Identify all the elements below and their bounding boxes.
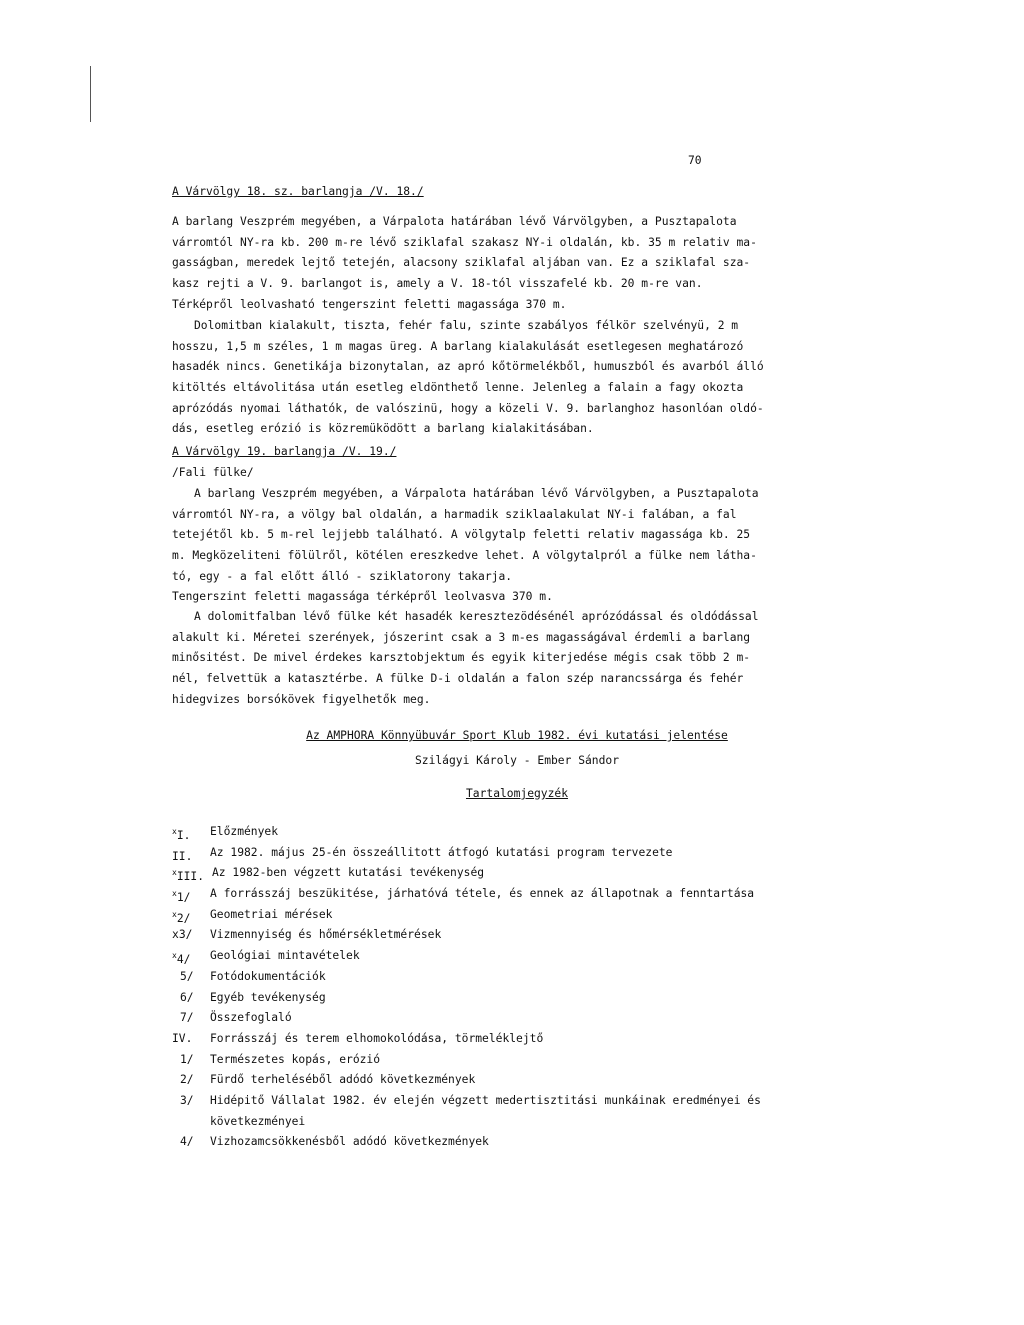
toc-row: $^x$1/ A forrásszáj beszükitése, járhatóvá tétele, és ennek az állapotnak a fenntartása xyxy=(172,884,872,905)
text-line: dás, esetleg erózió is közremüködött a barlang kialakitásában. xyxy=(172,422,594,436)
toc-heading: Tartalomjegyzék xyxy=(465,787,569,800)
toc-item-text: Geometriai mérések xyxy=(210,907,333,921)
toc-row: $^x$2/ Geometriai mérések xyxy=(172,905,872,926)
toc-item-text: Az 1982-ben végzett kutatási tevékenység xyxy=(212,866,485,880)
section-1-paragraph-2 xyxy=(172,316,862,440)
toc-item-text: Az 1982. május 25-én összeállitott átfogó kutatási program tervezete xyxy=(210,845,673,859)
section-2-paragraph-2 xyxy=(172,607,862,710)
section-1-paragraph-1 xyxy=(172,212,862,315)
text-line: Dolomitban kialakult, tiszta, fehér falu, szinte szabályos félkör szelvényü, 2 m xyxy=(194,319,739,332)
text-line: hasadék nincs. Genetikája bizonytalan, az apró kőtörmelékből, humuszból és avarból álló xyxy=(172,360,764,374)
text-line: A barlang Veszprém megyében, a Várpalota határában lévő Várvölgyben, a Pusztapalota xyxy=(172,215,737,228)
toc-item-text: Előzmények xyxy=(210,825,279,838)
text-line: kasz rejti a V. 9. barlangot is, amely a V. 18-tól visszafelé kb. 20 m-re van. xyxy=(172,277,703,291)
section-2-subtitle: /Fali fülke/ xyxy=(172,465,254,479)
text-line: kitöltés eltávolitása után esetleg eldönthető lenne. Jelenleg a falain a fagy okozta xyxy=(172,381,744,395)
text-line: várromtól NY-ra kb. 200 m-re lévő sziklafal szakasz NY-i oldalán, kb. 35 m relativ ma- xyxy=(172,235,757,249)
table-of-contents xyxy=(172,822,872,1153)
report-title: Az AMPHORA Könnyübuvár Sport Klub 1982. évi kutatási jelentése xyxy=(306,729,728,742)
text-line: aprózódás nyomai láthatók, de valószinü, hogy a közeli V. 9. barlanghoz hasonlóan oldó- xyxy=(172,401,764,415)
text-line: hidegvizes borsókövek figyelhetők meg. xyxy=(172,692,431,706)
toc-row: $^x$I. Előzmények xyxy=(172,822,872,843)
section-2-heading: A Várvölgy 19. barlangja /V. 19./ xyxy=(172,445,397,458)
text-line: Tengerszint feletti magassága térképről leolvasva 370 m. xyxy=(172,590,553,604)
scan-margin-line xyxy=(90,66,91,122)
toc-row: IV. Forrásszáj és terem elhomokolódása, törmeléklejtő xyxy=(172,1029,872,1050)
toc-row: 5/ Fotódokumentációk xyxy=(172,967,872,988)
toc-row: 2/ Fürdő terheléséből adódó következmények xyxy=(172,1070,872,1091)
toc-item-text: Összefoglaló xyxy=(210,1011,292,1025)
page-number: 70 xyxy=(688,154,702,167)
toc-row: 1/ Természetes kopás, erózió xyxy=(172,1050,872,1071)
toc-row: II. Az 1982. május 25-én összeállitott átfogó kutatási program tervezete xyxy=(172,843,872,864)
toc-row: 6/ Egyéb tevékenység xyxy=(172,988,872,1009)
toc-row xyxy=(172,1112,872,1133)
toc-item-text: Vizhozamcsökkenésből adódó következmények xyxy=(210,1135,489,1149)
section-1 xyxy=(172,182,862,203)
toc-item-text: következményei xyxy=(210,1114,306,1128)
toc-item-text: A forrásszáj beszükitése, járhatóvá tétele, és ennek az állapotnak a fenntartása xyxy=(210,887,755,901)
text-line: hosszu, 1,5 m széles, 1 m magas üreg. A barlang kialakulását esetlegesen meghatározó xyxy=(172,339,744,353)
report-title-wrap xyxy=(172,729,862,742)
toc-row: 3/ Hidépitő Vállalat 1982. év elején végzett medertisztitási munkáinak eredményei és xyxy=(172,1091,872,1112)
toc-item-text: Geológiai mintavételek xyxy=(210,949,360,963)
section-2 xyxy=(172,442,862,483)
text-line: nél, felvettük a katasztérbe. A fülke D-i oldalán a falon szép narancssárga és fehér xyxy=(172,672,744,686)
section-2-paragraph-1 xyxy=(172,484,862,608)
text-line: gasságban, meredek lejtő tetején, alacsony sziklafal aljában van. Ez a sziklafal sza- xyxy=(172,256,751,270)
text-line: tetejétől kb. 5 m-rel lejjebb található. A völgytalp feletti relativ magassága kb. 25 xyxy=(172,528,751,542)
toc-item-text: Egyéb tevékenység xyxy=(210,990,326,1004)
toc-item-text: Forrásszáj és terem elhomokolódása, törmeléklejtő xyxy=(210,1031,544,1045)
report-authors: Szilágyi Károly - Ember Sándor xyxy=(414,754,620,767)
toc-item-text: Természetes kopás, erózió xyxy=(210,1052,381,1066)
toc-row: $^x$4/ Geológiai mintavételek xyxy=(172,946,872,967)
text-line: A dolomitfalban lévő fülke két hasadék keresztezödésénél aprózódással és oldódással xyxy=(194,610,759,623)
text-line: tó, egy - a fal előtt álló - sziklatorony takarja. xyxy=(172,569,513,583)
toc-row: x3/ Vizmennyiség és hőmérsékletmérések xyxy=(172,925,872,946)
toc-row: 7/ Összefoglaló xyxy=(172,1008,872,1029)
toc-item-text: Hidépitő Vállalat 1982. év elején végzett medertisztitási munkáinak eredményei és xyxy=(210,1093,761,1107)
toc-item-text: Fürdő terheléséből adódó következmények xyxy=(210,1073,476,1087)
text-line: alakult ki. Méretei szerények, jószerint csak a 3 m-es magasságával érdemli a barlang xyxy=(172,630,751,644)
text-line: m. Megközeliteni fölülről, kötélen ereszkedve lehet. A völgytalpról a fülke nem látha- xyxy=(172,549,757,563)
toc-item-text: Fotódokumentációk xyxy=(210,969,326,983)
section-1-heading: A Várvölgy 18. sz. barlangja /V. 18./ xyxy=(172,185,424,198)
toc-item-text: Vizmennyiség és hőmérsékletmérések xyxy=(210,928,442,942)
toc-heading-wrap xyxy=(172,787,862,800)
text-line: A barlang Veszprém megyében, a Várpalota határában lévő Várvölgyben, a Pusztapalota xyxy=(194,487,759,500)
text-line: minősitést. De mivel érdekes karsztobjektum és egyik kiterjedése mégis csak több 2 m- xyxy=(172,651,751,665)
toc-row: $^x$III. Az 1982-ben végzett kutatási tevékenység xyxy=(172,863,872,884)
text-line: Térképről leolvasható tengerszint feletti magassága 370 m. xyxy=(172,297,567,311)
text-line: várromtól NY-ra, a völgy bal oldalán, a harmadik sziklaalakulat NY-i falában, a fal xyxy=(172,507,737,521)
toc-row: 4/ Vizhozamcsökkenésből adódó következmények xyxy=(172,1132,872,1153)
